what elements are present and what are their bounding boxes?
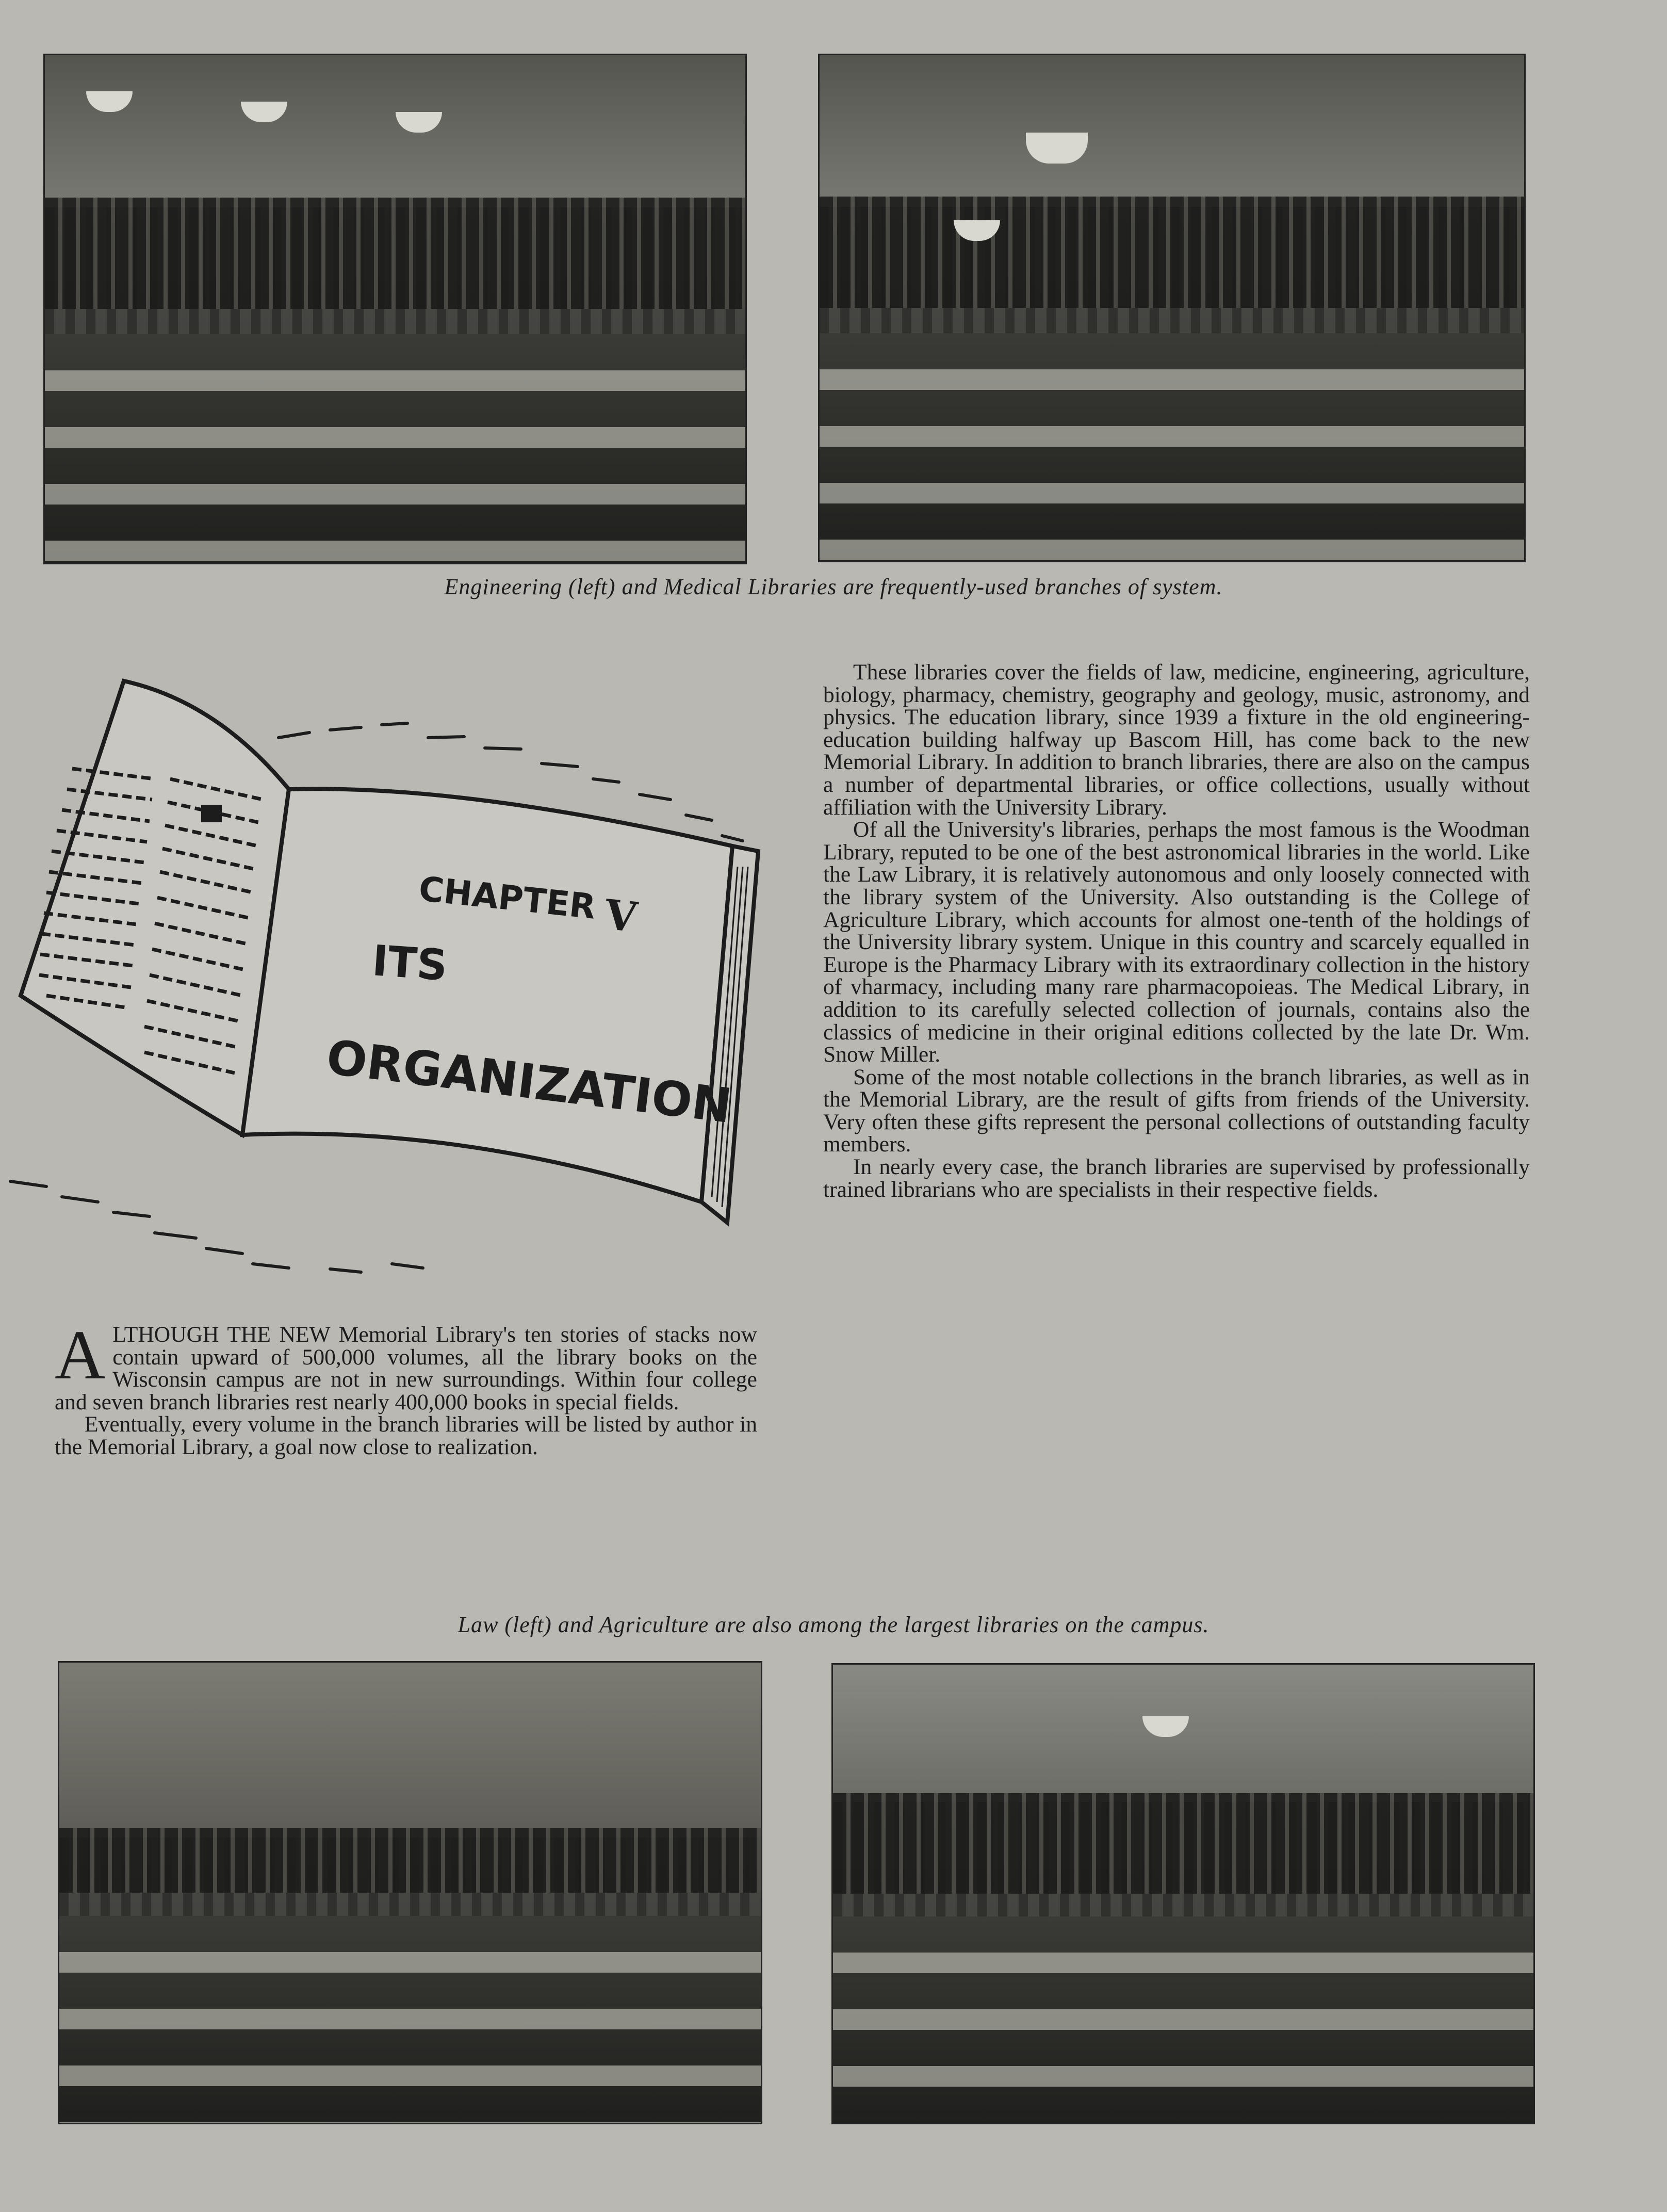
- left-column-text: [55, 1316, 757, 1459]
- chapter-title-line2: ORGANIZATION: [323, 1029, 735, 1134]
- chapter-book-illustration: [0, 660, 789, 1290]
- top-caption: Engineering (left) and Medical Libraries are frequently-used branches of system.: [444, 574, 1223, 599]
- right-paragraph-3: Some of the most notable collections in the branch libraries, as well as in the Memorial Library, are the result of gifts from friends of the University. Very often these gifts represent the personal collections of outstanding faculty members.: [823, 1064, 1530, 1157]
- right-paragraph-2: Of all the University's libraries, perhaps the most famous is the Woodman Library, reputed to be one of the best astronomical libraries in the world. Like the Law Library, it is relatively autonomous and only loosely connected with the library system of the University. Also outstanding is the College of Agriculture Library, which accounts for almost one-tenth of the holdings of the University library system. Unique in this country and scarcely equalled in Europe is the Pharmacy Library with its extraordinary collection in the history of vharmacy, including many rare pharmacopoieas. The Medical Library, in addition to its carefully selected collection of journals, contains also the classics of medicine in their original editions collected by the late Dr. Wm. Snow Miller.: [823, 817, 1530, 1067]
- bottom-caption: Law (left) and Agriculture are also among the largest libraries on the campus.: [457, 1612, 1210, 1637]
- left-paragraph-1: ALTHOUGH THE NEW Memorial Library's ten stories of stacks now contain upward of 500,000 volumes, all the library books on the Wisconsin campus are not in new surroundings. Within four college and seven branch libraries rest nearly 400,000 books in special fields.: [55, 1316, 757, 1414]
- photo-law-library: [58, 1661, 762, 2124]
- photo-agriculture-library: [831, 1663, 1535, 2124]
- drop-cap: A: [55, 1316, 106, 1394]
- left-paragraph-2: Eventually, every volume in the branch libraries will be listed by author in the Memorial Library, a goal now close to realization.: [55, 1412, 757, 1459]
- chapter-label: CHAPTER: [417, 869, 598, 927]
- photo-medical-library: [818, 54, 1526, 562]
- chapter-numeral: V: [602, 890, 640, 942]
- right-paragraph-1: These libraries cover the fields of law, medicine, engineering, agriculture, biology, pharmacy, chemistry, geography and geology, music, astronomy, and physics. The education library, since 1939 a fixture in the old engineering-education building halfway up Bascom Hill, has come back to the new Memorial Library. In addition to branch libraries, there are also on the campus a number of departmental libraries, or office collections, usually without affiliation with the University Library.: [823, 660, 1530, 820]
- photo-engineering-library: [43, 54, 747, 564]
- chapter-title-line1: ITS: [370, 936, 449, 991]
- right-column-text: [823, 661, 1530, 1201]
- right-paragraph-4: In nearly every case, the branch libraries are supervised by professionally trained librarians who are specialists in their respective fields.: [823, 1154, 1530, 1202]
